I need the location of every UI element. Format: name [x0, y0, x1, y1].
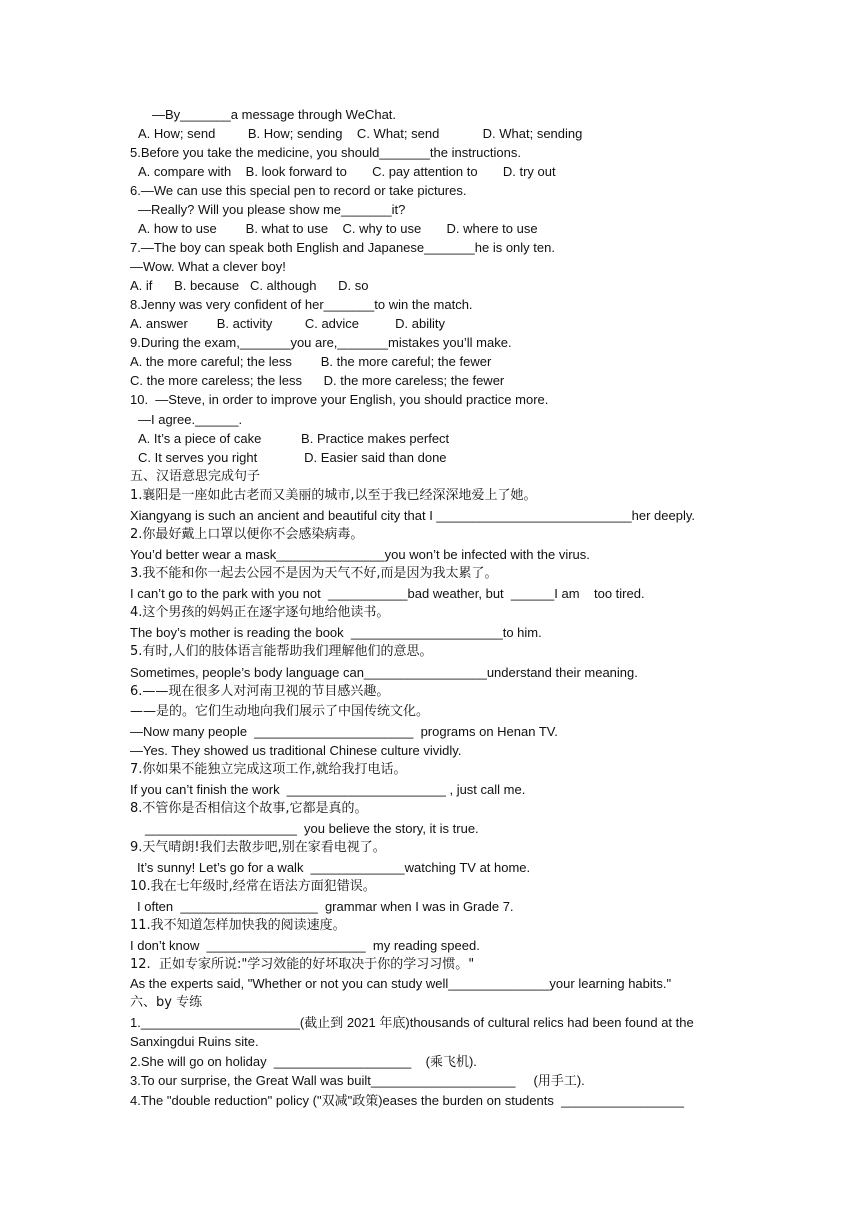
s12-english: As the experts said, "Whether or not you can study well______________your learning habits.": [130, 976, 672, 991]
s3-chinese: 3.我不能和你一起去公园不是因为天气不好,而是因为我太累了。: [130, 566, 498, 581]
q4-second-line: —By_______a message through WeChat.: [152, 107, 397, 122]
s5-chinese: 5.有时,人们的肢体语言能帮助我们理解他们的意思。: [130, 644, 433, 659]
s2-english: You’d better wear a mask_______________you won’t be infected with the virus.: [130, 547, 590, 562]
section-6-heading: 六、by 专练: [130, 995, 203, 1010]
q7-options: A. if B. because C. although D. so: [130, 278, 369, 293]
q9-options-cd: C. the more careless; the less D. the more careless; the fewer: [130, 373, 505, 388]
s4-chinese: 4.这个男孩的妈妈正在逐字逐句地给他读书。: [130, 605, 390, 620]
b1-line-b: Sanxingdui Ruins site.: [130, 1034, 259, 1049]
q7-stem: 7.—The boy can speak both English and Japanese_______he is only ten.: [130, 240, 555, 255]
q8-stem: 8.Jenny was very confident of her_______to win the match.: [130, 297, 473, 312]
q9-stem: 9.During the exam,_______you are,_______mistakes you’ll make.: [130, 335, 512, 350]
s6-english-b: —Yes. They showed us traditional Chinese culture vividly.: [130, 743, 462, 758]
s9-chinese: 9.天气晴朗!我们去散步吧,别在家看电视了。: [130, 840, 386, 855]
s11-chinese: 11.我不知道怎样加快我的阅读速度。: [130, 918, 346, 933]
b1-line-a: 1.______________________(截止到 2021 年底)thousands of cultural relics had been found at the: [130, 1015, 694, 1030]
s12-chinese: 12. 正如专家所说:"学习效能的好坏取决于你的学习习惯。": [130, 957, 475, 972]
s11-english: I don’t know ______________________ my reading speed.: [130, 938, 480, 953]
s2-chinese: 2.你最好戴上口罩以便你不会感染病毒。: [130, 527, 364, 542]
s7-chinese: 7.你如果不能独立完成这项工作,就给我打电话。: [130, 762, 407, 777]
s9-english: It’s sunny! Let’s go for a walk _____________watching TV at home.: [137, 860, 531, 875]
q10-stem: 10. —Steve, in order to improve your English, you should practice more.: [130, 392, 549, 407]
q5-options: A. compare with B. look forward to C. pay attention to D. try out: [138, 164, 556, 179]
s5-english: Sometimes, people’s body language can_________________understand their meaning.: [130, 665, 638, 680]
b3-line: 3.To our surprise, the Great Wall was built____________________ (用手工).: [130, 1073, 585, 1088]
q5-stem: 5.Before you take the medicine, you should_______the instructions.: [130, 145, 521, 160]
s1-chinese: 1.襄阳是一座如此古老而又美丽的城市,以至于我已经深深地爱上了她。: [130, 488, 537, 503]
q6-stem: 6.—We can use this special pen to record or take pictures.: [130, 183, 467, 198]
s8-english: _____________________ you believe the story, it is true.: [145, 821, 479, 836]
q7-reply: —Wow. What a clever boy!: [130, 259, 286, 274]
section-5-heading: 五、汉语意思完成句子: [130, 469, 261, 484]
q10-options-ab: A. It’s a piece of cake B. Practice makes perfect: [138, 431, 450, 446]
s1-english: Xiangyang is such an ancient and beautiful city that I ___________________________her deeply.: [130, 508, 695, 523]
s7-english: If you can’t finish the work ______________________ , just call me.: [130, 782, 526, 797]
s10-chinese: 10.我在七年级时,经常在语法方面犯错误。: [130, 879, 376, 894]
q9-options-ab: A. the more careful; the less B. the more careful; the fewer: [130, 354, 492, 369]
q6-options: A. how to use B. what to use C. why to use D. where to use: [138, 221, 538, 236]
s6-chinese-b: ——是的。它们生动地向我们展示了中国传统文化。: [130, 704, 430, 719]
q6-reply: —Really? Will you please show me_______it?: [138, 202, 406, 217]
b4-line: 4.The "double reduction" policy ("双减"政策)eases the burden on students _________________: [130, 1093, 684, 1108]
s8-chinese: 8.不管你是否相信这个故事,它都是真的。: [130, 801, 368, 816]
b2-line: 2.She will go on holiday ___________________ (乘飞机).: [130, 1054, 477, 1069]
s4-english: The boy’s mother is reading the book _____________________to him.: [130, 625, 542, 640]
q4-options: A. How; send B. How; sending C. What; send D. What; sending: [138, 126, 583, 141]
s10-english: I often ___________________ grammar when I was in Grade 7.: [137, 899, 514, 914]
s6-chinese-a: 6.——现在很多人对河南卫视的节目感兴趣。: [130, 684, 390, 699]
q8-options: A. answer B. activity C. advice D. ability: [130, 316, 445, 331]
s6-english-a: —Now many people ______________________ programs on Henan TV.: [130, 724, 558, 739]
s3-english: I can’t go to the park with you not ___________bad weather, but ______I am too tired.: [130, 586, 645, 601]
q10-options-cd: C. It serves you right D. Easier said than done: [138, 450, 447, 465]
q10-reply: —I agree.______.: [138, 412, 243, 427]
